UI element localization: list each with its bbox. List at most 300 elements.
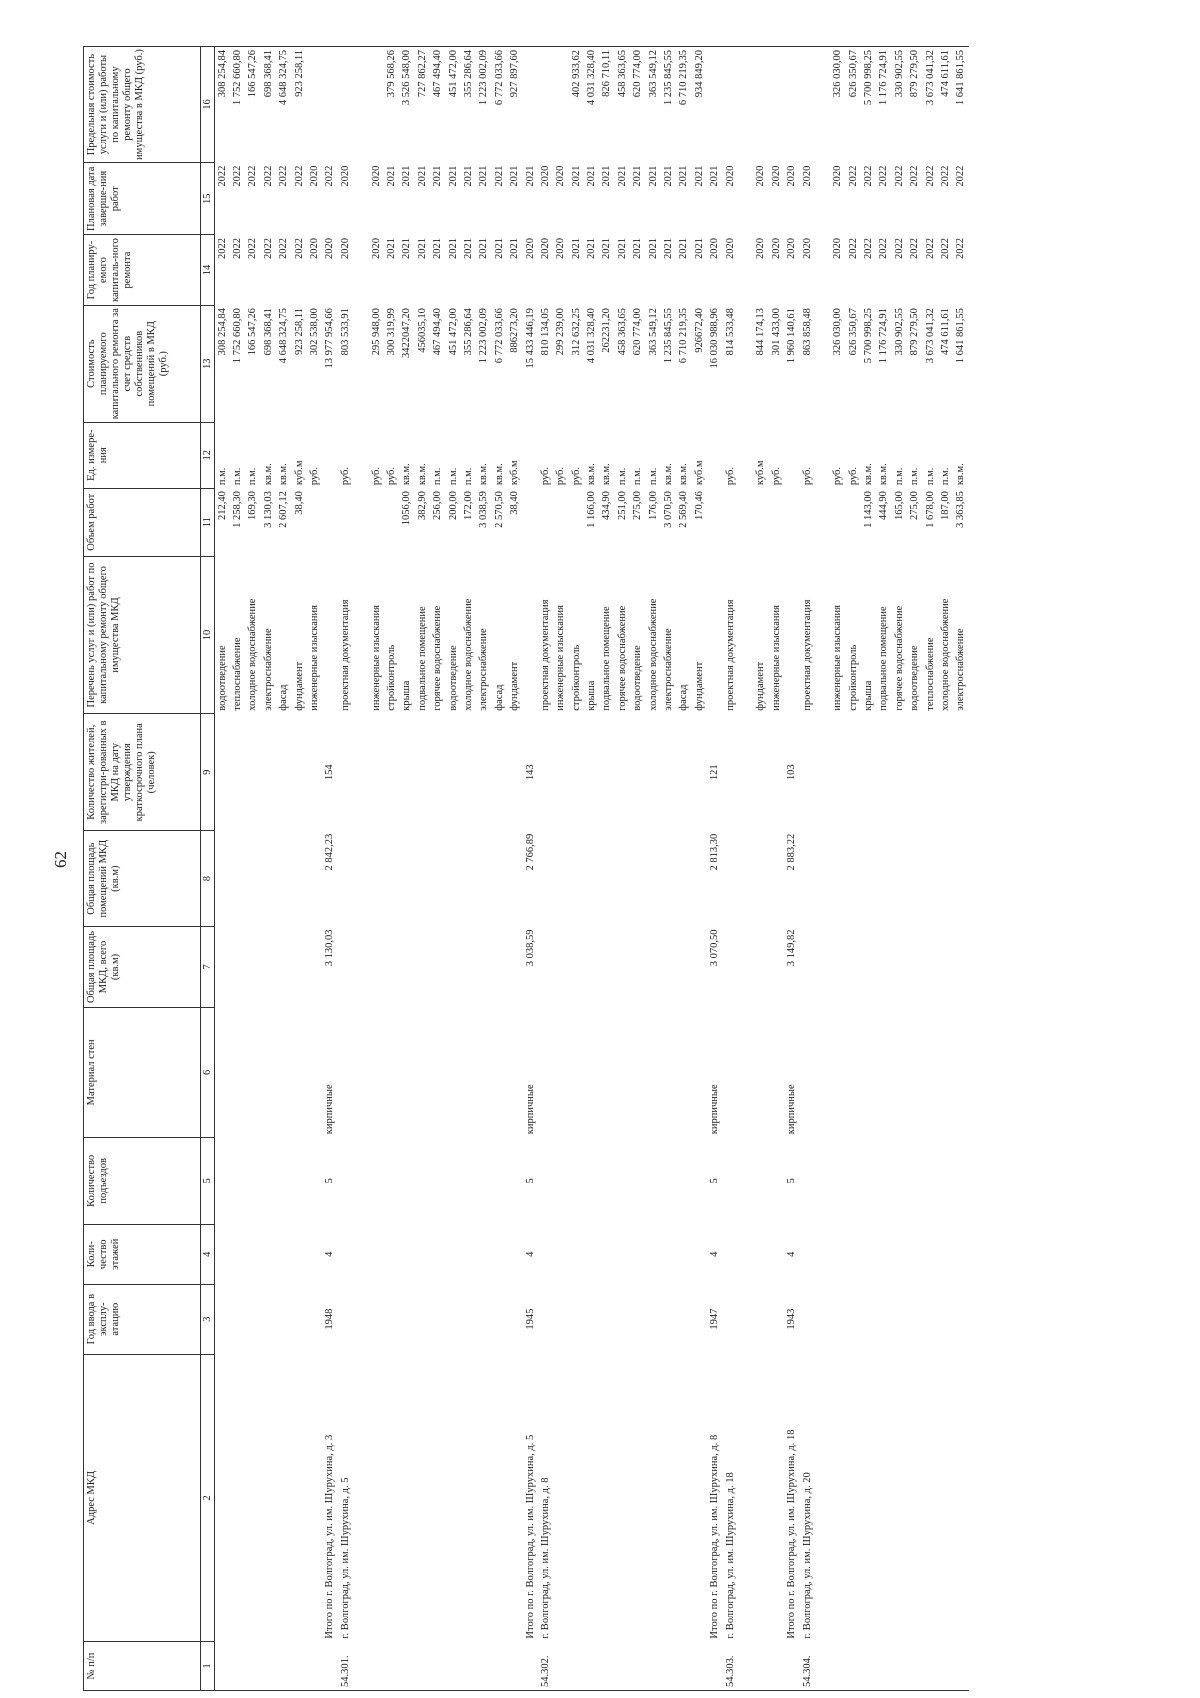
work-type xyxy=(815,556,830,713)
work-type xyxy=(523,556,538,713)
address xyxy=(815,1354,830,1641)
header-row xyxy=(84,47,201,1691)
header-cell: № п/п xyxy=(84,1642,201,1691)
table-row xyxy=(923,47,938,1691)
residents-count xyxy=(815,714,830,831)
total-area xyxy=(892,927,907,1008)
premises-area xyxy=(369,831,384,927)
entrances-count xyxy=(338,1137,353,1224)
premises-area xyxy=(277,831,292,927)
limit-cost: 626 350,67 xyxy=(846,47,861,163)
wall-material xyxy=(600,1007,615,1137)
column-number: 3 xyxy=(201,1284,215,1354)
work-volume: 382,90 xyxy=(416,491,428,521)
planned-cost: 4 031 328,40 xyxy=(586,308,598,364)
table-row xyxy=(430,47,445,1691)
work-volume: 172,00 xyxy=(462,491,474,521)
floors-count xyxy=(938,1224,953,1284)
end-date: 2022 xyxy=(924,165,936,187)
work-volume: 212,40 xyxy=(216,491,228,521)
limit-cost xyxy=(754,47,769,163)
planned-year: 2021 xyxy=(570,237,582,259)
floors-count: 4 xyxy=(786,1251,798,1257)
address xyxy=(492,1354,507,1641)
unit: куб.м xyxy=(755,460,767,486)
planned-year: 2021 xyxy=(632,237,644,259)
commission-year xyxy=(354,1284,369,1354)
wall-material xyxy=(738,1007,753,1137)
column-number: 7 xyxy=(201,927,215,1008)
work-volume: 275,00 xyxy=(909,491,921,521)
row-number xyxy=(708,1642,723,1691)
address xyxy=(230,1354,245,1641)
floors-count xyxy=(815,1224,830,1284)
table-row xyxy=(831,47,846,1691)
column-number: 16 xyxy=(201,47,215,163)
floors-count xyxy=(384,1224,399,1284)
limit-cost: 927 897,60 xyxy=(507,47,522,163)
row-number xyxy=(769,1642,784,1691)
premises-area xyxy=(569,831,584,927)
row-number xyxy=(446,1642,461,1691)
limit-cost xyxy=(323,47,338,163)
end-date: 2022 xyxy=(909,165,921,187)
premises-area xyxy=(769,831,784,927)
planned-year: 2020 xyxy=(832,237,844,259)
limit-cost xyxy=(708,47,723,163)
premises-area xyxy=(415,831,430,927)
entrances-count xyxy=(892,1137,907,1224)
unit: кв.м. xyxy=(478,463,490,486)
entrances-count xyxy=(815,1137,830,1224)
row-number xyxy=(400,1642,415,1691)
work-type: водоотведение xyxy=(447,645,459,711)
work-type: водоотведение xyxy=(216,645,228,711)
planned-year: 2021 xyxy=(416,237,428,259)
planned-year: 2020 xyxy=(755,237,767,259)
floors-count xyxy=(692,1224,707,1284)
entrances-count: 5 xyxy=(524,1178,536,1184)
premises-area xyxy=(846,831,861,927)
row-number xyxy=(954,1642,969,1691)
total-area xyxy=(277,927,292,1008)
unit: руб. xyxy=(555,466,567,486)
work-volume: 38,40 xyxy=(509,491,521,515)
total-area xyxy=(554,927,569,1008)
planned-cost: 474 611,61 xyxy=(940,308,952,356)
residents-count xyxy=(600,714,615,831)
limit-cost: 363 549,12 xyxy=(646,47,661,163)
total-area xyxy=(923,927,938,1008)
residents-count: 103 xyxy=(786,764,798,781)
floors-count xyxy=(261,1224,276,1284)
commission-year xyxy=(846,1284,861,1354)
premises-area xyxy=(446,831,461,927)
row-number xyxy=(861,1642,876,1691)
total-area xyxy=(338,927,353,1008)
planned-year: 2020 xyxy=(709,237,721,259)
work-volume: 1 143,00 xyxy=(863,491,875,528)
end-date: 2021 xyxy=(601,165,613,187)
premises-area xyxy=(631,831,646,927)
commission-year xyxy=(492,1284,507,1354)
floors-count xyxy=(646,1224,661,1284)
entrances-count xyxy=(615,1137,630,1224)
work-type: теплоснабжение xyxy=(232,637,244,711)
total-area xyxy=(569,927,584,1008)
residents-count xyxy=(230,714,245,831)
end-date: 2022 xyxy=(863,165,875,187)
end-date: 2022 xyxy=(847,165,859,187)
row-number xyxy=(384,1642,399,1691)
entrances-count xyxy=(246,1137,261,1224)
work-volume xyxy=(307,488,322,556)
wall-material xyxy=(615,1007,630,1137)
planned-cost: 1 223 002,09 xyxy=(478,308,490,364)
end-date: 2022 xyxy=(878,165,890,187)
entrances-count xyxy=(738,1137,753,1224)
address xyxy=(846,1354,861,1641)
address xyxy=(646,1354,661,1641)
planned-year: 2022 xyxy=(955,237,967,259)
entrances-count xyxy=(723,1137,738,1224)
header-cell: Стоимость планируемого капитального ремонта за счет средств собственников помещений в МКД (руб.) xyxy=(84,305,201,422)
floors-count xyxy=(354,1224,369,1284)
work-volume: 3 038,59 xyxy=(478,491,490,528)
row-number xyxy=(415,1642,430,1691)
end-date: 2020 xyxy=(339,165,351,187)
limit-cost: 1 235 845,55 xyxy=(661,47,676,163)
planned-cost: 879 279,50 xyxy=(909,308,921,356)
work-volume: 38,40 xyxy=(293,491,305,515)
work-type: теплоснабжение xyxy=(924,637,936,711)
table-row xyxy=(938,47,953,1691)
work-volume: 2 607,12 xyxy=(278,491,290,528)
planned-cost: 620 774,00 xyxy=(632,308,644,356)
limit-cost: 4 031 328,40 xyxy=(584,47,599,163)
commission-year xyxy=(292,1284,307,1354)
planned-cost: 330 902,55 xyxy=(893,308,905,356)
address xyxy=(415,1354,430,1641)
entrances-count: 5 xyxy=(786,1178,798,1184)
floors-count xyxy=(800,1224,815,1284)
planned-cost: 15 433 446,19 xyxy=(524,308,536,369)
row-number xyxy=(892,1642,907,1691)
table-row xyxy=(800,47,815,1691)
total-area xyxy=(415,927,430,1008)
premises-area: 2 766,89 xyxy=(524,833,536,871)
planned-cost: 451 472,00 xyxy=(447,308,459,356)
limit-cost: 451 472,00 xyxy=(446,47,461,163)
work-volume xyxy=(523,488,538,556)
entrances-count xyxy=(230,1137,245,1224)
premises-area xyxy=(831,831,846,927)
table-row xyxy=(723,47,738,1691)
total-area xyxy=(661,927,676,1008)
total-area xyxy=(815,927,830,1008)
residents-count: 154 xyxy=(324,764,336,781)
unit: руб. xyxy=(724,466,736,486)
wall-material xyxy=(769,1007,784,1137)
premises-area xyxy=(861,831,876,927)
residents-count xyxy=(923,714,938,831)
commission-year xyxy=(538,1284,553,1354)
entrances-count xyxy=(677,1137,692,1224)
unit: п.м. xyxy=(909,467,921,486)
total-area xyxy=(846,927,861,1008)
planned-cost: 6 772 033,66 xyxy=(493,308,505,364)
table-row xyxy=(400,47,415,1691)
header-cell: Количество подъездов xyxy=(84,1137,201,1224)
limit-cost: 379 568,26 xyxy=(384,47,399,163)
row-number: 54.302. xyxy=(538,1642,553,1691)
total-area xyxy=(600,927,615,1008)
address xyxy=(569,1354,584,1641)
wall-material xyxy=(446,1007,461,1137)
residents-count xyxy=(661,714,676,831)
limit-cost: 330 902,55 xyxy=(892,47,907,163)
end-date: 2021 xyxy=(509,165,521,187)
commission-year xyxy=(938,1284,953,1354)
residents-count xyxy=(554,714,569,831)
wall-material xyxy=(908,1007,923,1137)
row-number xyxy=(815,1642,830,1691)
work-volume xyxy=(554,488,569,556)
unit: п.м. xyxy=(432,467,444,486)
total-area xyxy=(230,927,245,1008)
limit-cost xyxy=(354,47,369,163)
residents-count xyxy=(954,714,969,831)
table-row xyxy=(815,47,830,1691)
row-number xyxy=(323,1642,338,1691)
planned-cost: 467 494,40 xyxy=(432,308,444,356)
planned-cost: 456035,10 xyxy=(416,308,428,353)
premises-area xyxy=(923,831,938,927)
planned-cost: 302 538,00 xyxy=(309,308,321,356)
header-cell: Ед. измере-ния xyxy=(84,422,201,488)
total-area xyxy=(246,927,261,1008)
premises-area: 2 842,23 xyxy=(324,833,336,871)
commission-year xyxy=(477,1284,492,1354)
total-area xyxy=(769,927,784,1008)
work-type: проектная документация xyxy=(724,599,736,711)
commission-year xyxy=(923,1284,938,1354)
floors-count: 4 xyxy=(709,1251,721,1257)
floors-count xyxy=(584,1224,599,1284)
address xyxy=(246,1354,261,1641)
planned-cost: 886273,20 xyxy=(509,308,521,353)
limit-cost: 1 641 861,55 xyxy=(954,47,969,163)
work-type: горячее водоснабжение xyxy=(432,605,444,711)
work-volume xyxy=(769,488,784,556)
planned-cost: 863 858,48 xyxy=(801,308,813,356)
residents-count xyxy=(307,714,322,831)
work-volume xyxy=(369,488,384,556)
work-volume: 2 569,40 xyxy=(678,491,690,528)
commission-year xyxy=(677,1284,692,1354)
table-row xyxy=(246,47,261,1691)
commission-year xyxy=(461,1284,476,1354)
entrances-count xyxy=(861,1137,876,1224)
table-row xyxy=(354,47,369,1691)
premises-area xyxy=(430,831,445,927)
wall-material xyxy=(230,1007,245,1137)
commission-year xyxy=(430,1284,445,1354)
entrances-count xyxy=(584,1137,599,1224)
header-cell: Предельная стоимость услуги и (или) работы по капитальному ремонту общего имущества в МКД (руб.) xyxy=(84,47,201,163)
work-type: холодное водоснабжение xyxy=(247,598,259,711)
table-row xyxy=(708,47,723,1691)
wall-material xyxy=(877,1007,892,1137)
table-row xyxy=(908,47,923,1691)
planned-year: 2021 xyxy=(663,237,675,259)
table-row xyxy=(738,47,753,1691)
work-volume: 275,00 xyxy=(632,491,644,521)
residents-count xyxy=(461,714,476,831)
planned-cost: 1 960 140,61 xyxy=(786,308,798,364)
floors-count xyxy=(338,1224,353,1284)
row-number: 54.304. xyxy=(800,1642,815,1691)
limit-cost: 5 700 998,25 xyxy=(861,47,876,163)
address xyxy=(661,1354,676,1641)
commission-year xyxy=(384,1284,399,1354)
wall-material xyxy=(723,1007,738,1137)
work-type: подвальное помещение xyxy=(601,606,613,711)
wall-material xyxy=(569,1007,584,1137)
work-type xyxy=(323,556,338,713)
residents-count xyxy=(261,714,276,831)
row-number xyxy=(230,1642,245,1691)
end-date: 2021 xyxy=(385,165,397,187)
column-number: 12 xyxy=(201,422,215,488)
residents-count xyxy=(908,714,923,831)
limit-cost xyxy=(784,47,799,163)
limit-cost: 879 279,50 xyxy=(908,47,923,163)
planned-year xyxy=(354,235,369,305)
limit-cost xyxy=(369,47,384,163)
total-area xyxy=(754,927,769,1008)
work-type: инженерные изыскания xyxy=(832,605,844,711)
end-date: 2022 xyxy=(262,165,274,187)
wall-material xyxy=(631,1007,646,1137)
address: г. Волгоград, ул. им. Шурухина, д. 18 xyxy=(724,1472,736,1639)
row-number xyxy=(430,1642,445,1691)
limit-cost: 355 286,64 xyxy=(461,47,476,163)
planned-year: 2022 xyxy=(878,237,890,259)
limit-cost xyxy=(800,47,815,163)
end-date: 2020 xyxy=(724,165,736,187)
work-volume: 2 570,50 xyxy=(493,491,505,528)
residents-count xyxy=(215,714,231,831)
table-row xyxy=(600,47,615,1691)
premises-area xyxy=(230,831,245,927)
residents-count xyxy=(369,714,384,831)
end-date: 2022 xyxy=(247,165,259,187)
work-type: проектная документация xyxy=(801,599,813,711)
planned-year: 2022 xyxy=(893,237,905,259)
floors-count xyxy=(631,1224,646,1284)
entrances-count xyxy=(938,1137,953,1224)
work-volume: 165,00 xyxy=(893,491,905,521)
planned-year: 2022 xyxy=(293,237,305,259)
row-number xyxy=(584,1642,599,1691)
work-type: стройконтроль xyxy=(570,644,582,711)
commission-year: 1948 xyxy=(324,1308,336,1330)
premises-area xyxy=(507,831,522,927)
unit: кв.м. xyxy=(262,463,274,486)
planned-year: 2022 xyxy=(847,237,859,259)
table-row xyxy=(307,47,322,1691)
total-area xyxy=(477,927,492,1008)
limit-cost: 826 710,11 xyxy=(600,47,615,163)
work-volume: 169,30 xyxy=(247,491,259,521)
address xyxy=(677,1354,692,1641)
floors-count xyxy=(661,1224,676,1284)
floors-count xyxy=(554,1224,569,1284)
unit: п.м. xyxy=(616,467,628,486)
entrances-count xyxy=(538,1137,553,1224)
floors-count xyxy=(769,1224,784,1284)
end-date: 2021 xyxy=(632,165,644,187)
work-type: фасад xyxy=(493,684,505,711)
table-row xyxy=(446,47,461,1691)
wall-material: кирпичные xyxy=(524,1084,536,1135)
work-volume xyxy=(831,488,846,556)
end-date: 2021 xyxy=(586,165,598,187)
wall-material xyxy=(261,1007,276,1137)
table-row xyxy=(754,47,769,1691)
work-volume xyxy=(846,488,861,556)
end-date: 2021 xyxy=(416,165,428,187)
premises-area xyxy=(908,831,923,927)
end-date: 2022 xyxy=(893,165,905,187)
work-type xyxy=(708,556,723,713)
work-volume xyxy=(323,488,338,556)
floors-count xyxy=(492,1224,507,1284)
address xyxy=(215,1354,231,1641)
planned-cost: 6 710 219,35 xyxy=(678,308,690,364)
repair-plan-table xyxy=(83,46,969,1691)
address xyxy=(507,1354,522,1641)
planned-cost: 301 433,00 xyxy=(770,308,782,356)
entrances-count xyxy=(569,1137,584,1224)
limit-cost: 6 772 033,66 xyxy=(492,47,507,163)
address xyxy=(831,1354,846,1641)
wall-material xyxy=(646,1007,661,1137)
premises-area xyxy=(584,831,599,927)
row-number xyxy=(846,1642,861,1691)
residents-count xyxy=(861,714,876,831)
end-date: 2022 xyxy=(216,165,228,187)
planned-year: 2020 xyxy=(309,237,321,259)
commission-year xyxy=(307,1284,322,1354)
wall-material: кирпичные xyxy=(709,1084,721,1135)
floors-count xyxy=(369,1224,384,1284)
premises-area xyxy=(307,831,322,927)
header-cell: Год ввода в эксплу-атацию xyxy=(84,1284,201,1354)
total-area xyxy=(938,927,953,1008)
total-area xyxy=(800,927,815,1008)
planned-cost: 803 533,91 xyxy=(339,308,351,356)
floors-count xyxy=(215,1224,231,1284)
work-volume: 444,90 xyxy=(878,491,890,521)
work-type: инженерные изыскания xyxy=(370,605,382,711)
work-type: горячее водоснабжение xyxy=(616,605,628,711)
premises-area xyxy=(461,831,476,927)
floors-count: 4 xyxy=(524,1251,536,1257)
planned-cost: 295 948,00 xyxy=(370,308,382,356)
premises-area xyxy=(492,831,507,927)
